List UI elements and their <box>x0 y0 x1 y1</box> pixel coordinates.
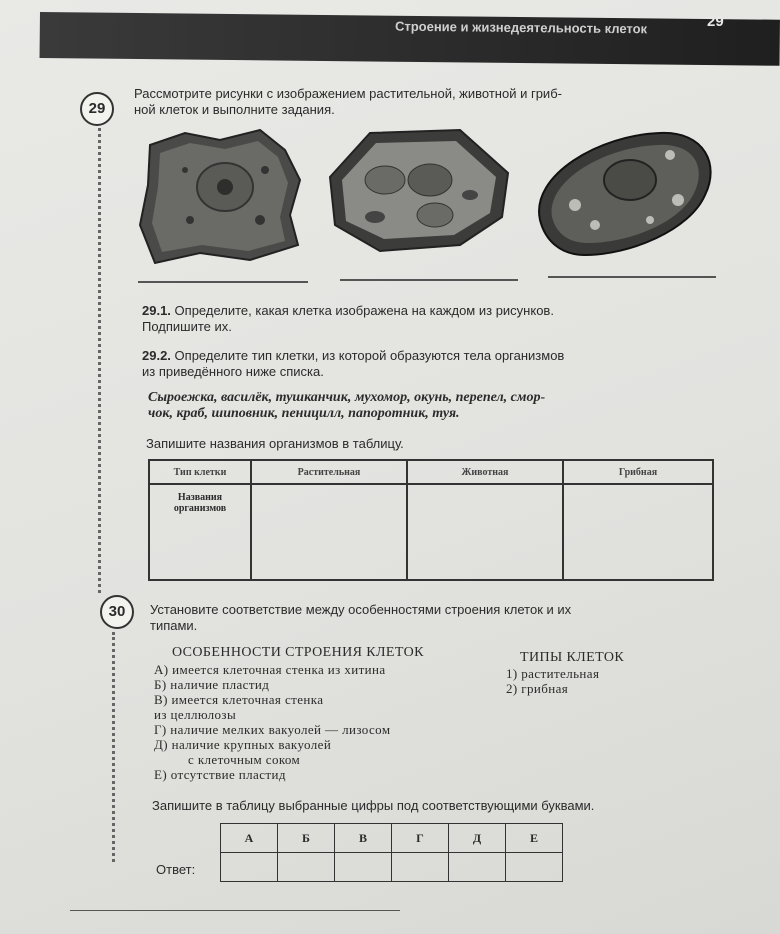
answer-cell-a[interactable] <box>221 853 278 882</box>
answer-cell-v[interactable] <box>335 853 392 882</box>
answer-cell-d[interactable] <box>449 853 506 882</box>
question-29-2-number: 29.2. <box>142 348 171 363</box>
bottom-divider <box>70 910 400 911</box>
answer-line-2[interactable] <box>340 279 518 281</box>
answer-letters-row <box>221 824 563 853</box>
feature-item-d-cont: с клеточным соком <box>188 752 301 767</box>
question-29-2-line2: из приведённого ниже списка. <box>142 364 324 379</box>
organisms-table <box>148 459 714 581</box>
task-29-intro-line1: Рассмотрите рисунки с изображением растительной, животной и гриб- <box>134 86 562 101</box>
animal-cell-illustration <box>140 130 300 263</box>
feature-item-d: Д) наличие крупных вакуолей <box>154 737 332 752</box>
plant-organisms-cell[interactable] <box>251 484 407 580</box>
type-item-1: 1) растительная <box>506 666 600 681</box>
table-header-cell-type: Тип клетки <box>149 460 251 484</box>
table-row-label <box>149 484 251 580</box>
row-label-line1: Названия <box>177 492 223 503</box>
animal-organisms-cell[interactable] <box>407 484 563 580</box>
feature-item-g: Г) наличие мелких вакуолей — лизосом <box>154 722 391 737</box>
answer-line-1[interactable] <box>138 281 308 283</box>
answer-letter-v: В <box>335 824 392 853</box>
answer-line-3[interactable] <box>548 276 716 278</box>
fungal-organisms-cell[interactable] <box>563 484 713 580</box>
answer-label: Ответ: <box>156 862 196 877</box>
feature-item-a: А) имеется клеточная стенка из хитина <box>154 662 386 677</box>
question-29-2-line1 <box>142 348 564 363</box>
header-title: Строение и жизнедеятельность клеток <box>394 18 648 37</box>
answer-cell-g[interactable] <box>392 853 449 882</box>
table-header-row <box>149 460 713 484</box>
answer-letter-b: Б <box>278 824 335 853</box>
answer-letter-a: А <box>221 824 278 853</box>
question-29-1-line1 <box>142 303 554 318</box>
table-header-cell-fungal: Грибная <box>563 460 713 484</box>
table-row <box>149 484 713 580</box>
type-item-2: 2) грибная <box>506 681 569 696</box>
task-30-number: 30 <box>100 595 134 629</box>
answer-input-row <box>221 853 563 882</box>
answer-table <box>220 823 563 882</box>
plant-cell-illustration <box>330 130 508 251</box>
task-29-number: 29 <box>80 92 114 126</box>
question-29-1-text: Определите, какая клетка изображена на каждом из рисунков. <box>174 303 554 318</box>
question-29-1-line2: Подпишите их. <box>142 319 232 334</box>
answer-cell-e[interactable] <box>506 853 563 882</box>
table-header-cell-plant: Растительная <box>251 460 407 484</box>
task-30-intro-line2: типами. <box>150 618 198 633</box>
answer-cell-b[interactable] <box>278 853 335 882</box>
features-heading: ОСОБЕННОСТИ СТРОЕНИЯ КЛЕТОК <box>172 645 424 660</box>
answer-letter-e: Е <box>506 824 563 853</box>
organism-list-line2: чок, краб, шиповник, пеницилл, папоротник, туя. <box>148 406 460 421</box>
cell-illustrations <box>130 125 730 270</box>
feature-item-b: Б) наличие пластид <box>154 677 270 692</box>
question-29-1-number: 29.1. <box>142 303 171 318</box>
answer-letter-g: Г <box>392 824 449 853</box>
question-29-2-text: Определите тип клетки, из которой образуются тела организмов <box>174 348 565 363</box>
task-29-intro-line2: ной клеток и выполните задания. <box>134 102 335 117</box>
types-heading: ТИПЫ КЛЕТОК <box>520 650 625 665</box>
feature-item-v: В) имеется клеточная стенка <box>154 692 324 707</box>
feature-item-v-cont: из целлюлозы <box>154 707 237 722</box>
feature-item-e: Е) отсутствие пластид <box>154 767 286 782</box>
organism-list-line1: Сыроежка, василёк, тушканчик, мухомор, окунь, перепел, смор- <box>148 390 546 405</box>
row-label-line2: организмов <box>173 503 227 514</box>
page-number: 29 <box>707 13 724 30</box>
dotted-margin-line <box>98 128 101 593</box>
task-30-intro-line1: Установите соответствие между особенностями строения клеток и их <box>150 602 572 617</box>
table-prompt: Запишите названия организмов в таблицу. <box>146 436 404 451</box>
fungal-cell-illustration <box>539 133 711 255</box>
dotted-margin-line-2 <box>112 632 115 862</box>
table-header-cell-animal: Животная <box>407 460 563 484</box>
answer-letter-d: Д <box>449 824 506 853</box>
answer-prompt: Запишите в таблицу выбранные цифры под соответствующими буквами. <box>152 798 595 813</box>
